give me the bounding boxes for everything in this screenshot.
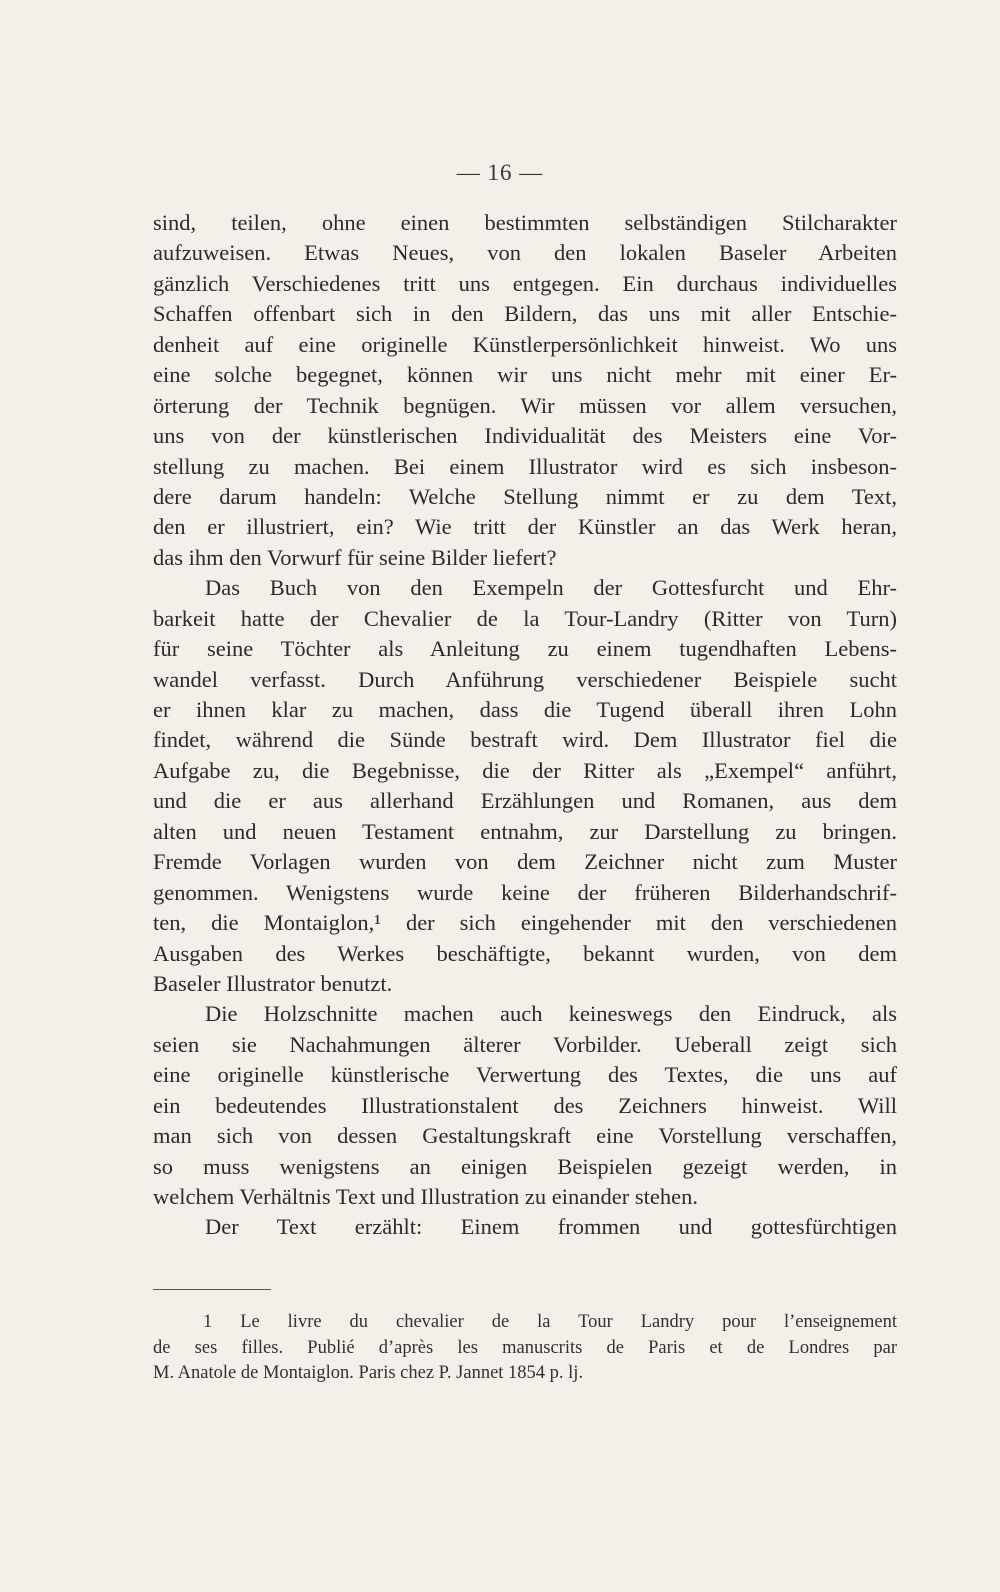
text-line: sind, teilen, ohne einen bestimmten selbständigen Stilcharakter <box>153 210 897 235</box>
text-line: ein bedeutendes Illustrationstalent des Zeichners hinweist. Will <box>153 1092 897 1118</box>
text-line: gänzlich Verschiedenes tritt uns entgegen. Ein durchaus individuelles <box>153 270 897 296</box>
text-line: wandel verfasst. Durch Anführung verschiedener Beispiele sucht <box>153 666 897 692</box>
text-line: Baseler Illustrator benutzt. <box>153 970 393 996</box>
text-line: Aufgabe zu, die Begebnisse, die der Ritter als „Exempel“ anführt, <box>153 757 897 783</box>
text-line: Das Buch von den Exempeln der Gottesfurcht und Ehr- <box>205 575 897 601</box>
text-line: dere darum handeln: Welche Stellung nimmt er zu dem Text, <box>153 483 897 509</box>
text-line: stellung zu machen. Bei einem Illustrator wird es sich insbeson- <box>153 453 897 479</box>
text-line: Die Holzschnitte machen auch keineswegs den Eindruck, als <box>205 1001 897 1027</box>
text-line: den er illustriert, ein? Wie tritt der Künstler an das Werk heran, <box>153 514 897 540</box>
text-line: das ihm den Vorwurf für seine Bilder liefert? <box>153 544 557 570</box>
text-line: uns von der künstlerischen Individualität des Meisters eine Vor- <box>153 423 897 449</box>
text-line: welchem Verhältnis Text und Illustration zu einander stehen. <box>153 1184 698 1209</box>
footnote-divider <box>153 1289 271 1290</box>
text-line: genommen. Wenigstens wurde keine der früheren Bilderhandschrif- <box>153 879 897 905</box>
footnote-line: 1 Le livre du chevalier de la Tour Landry pour l’enseignement <box>203 1312 897 1332</box>
text-line: für seine Töchter als Anleitung zu einem tugendhaften Lebens- <box>153 636 897 662</box>
text-line: und die er aus allerhand Erzählungen und Romanen, aus dem <box>153 788 897 814</box>
text-line: er ihnen klar zu machen, dass die Tugend überall ihren Lohn <box>153 697 897 722</box>
text-line: Ausgaben des Werkes beschäftigte, bekannt wurden, von dem <box>153 940 897 966</box>
text-line: seien sie Nachahmungen älterer Vorbilder. Ueberall zeigt sich <box>153 1031 897 1057</box>
text-line: findet, während die Sünde bestraft wird. Dem Illustrator fiel die <box>153 727 897 753</box>
footnote-line: M. Anatole de Montaiglon. Paris chez P. Jannet 1854 p. lj. <box>153 1363 584 1383</box>
text-line: aufzuweisen. Etwas Neues, von den lokalen Baseler Arbeiten <box>153 240 897 266</box>
text-line: denheit auf eine originelle Künstlerpersönlichkeit hinweist. Wo uns <box>153 331 897 357</box>
text-line: man sich von dessen Gestaltungskraft eine Vorstellung verschaffen, <box>153 1123 897 1149</box>
text-line: alten und neuen Testament entnahm, zur Darstellung zu bringen. <box>153 818 897 844</box>
text-line: eine solche begegnet, können wir uns nicht mehr mit einer Er- <box>153 362 897 388</box>
text-line: örterung der Technik begnügen. Wir müssen vor allem versuchen, <box>153 392 897 418</box>
text-line: Fremde Vorlagen wurden von dem Zeichner nicht zum Muster <box>153 849 897 875</box>
footnote-line: de ses filles. Publié d’après les manuscrits de Paris et de Londres par <box>153 1337 897 1358</box>
footnotes <box>153 1310 897 1387</box>
text-line: Schaffen offenbart sich in den Bildern, das uns mit aller Entschie- <box>153 301 897 327</box>
text-line: barkeit hatte der Chevalier de la Tour-Landry (Ritter von Turn) <box>153 605 897 631</box>
text-line: eine originelle künstlerische Verwertung des Textes, die uns auf <box>153 1062 897 1088</box>
page-number: — 16 — <box>456 160 544 185</box>
body-text <box>153 208 897 1243</box>
text-line: ten, die Montaiglon,¹ der sich eingehender mit den verschiedenen <box>153 910 897 936</box>
text-line: so muss wenigstens an einigen Beispielen gezeigt werden, in <box>153 1153 897 1179</box>
text-line: Der Text erzählt: Einem frommen und gottesfürchtigen <box>205 1214 897 1240</box>
